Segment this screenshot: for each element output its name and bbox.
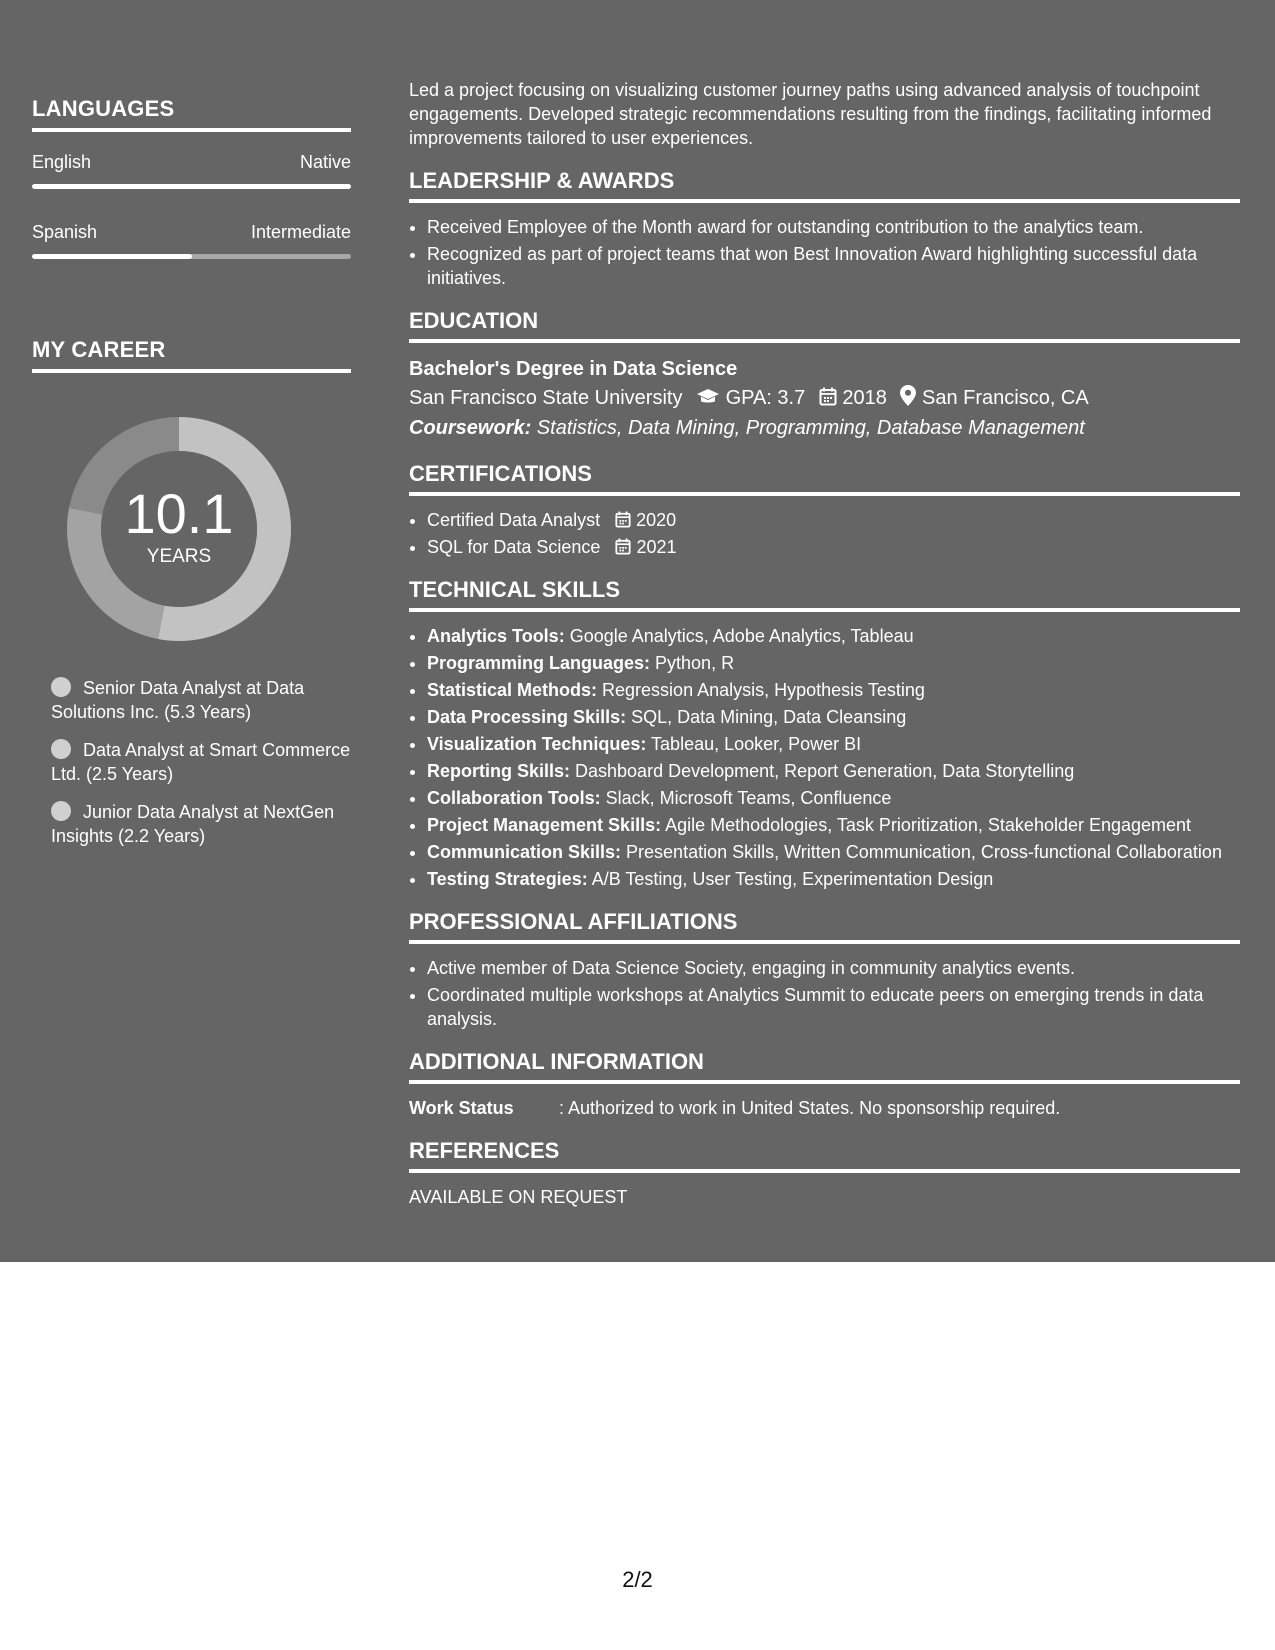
certification-item — [427, 508, 1240, 532]
career-donut-center — [66, 416, 292, 642]
location-pin-icon — [900, 387, 922, 409]
skill-label: Project Management Skills: — [427, 815, 662, 835]
career-total-unit: YEARS — [146, 546, 212, 567]
certification-name: SQL for Data Science — [427, 537, 601, 557]
skill-value: Slack, Microsoft Teams, Confluence — [600, 788, 892, 808]
skill-item — [427, 813, 1240, 837]
language-level: Native — [299, 152, 351, 172]
main-content — [409, 78, 1240, 1209]
certification-item — [427, 535, 1240, 559]
list-item: • Active member of Data Science Society, engaging in community analytics events. — [427, 956, 1240, 980]
skill-item — [427, 732, 1240, 756]
certification-year: 2021 — [636, 537, 677, 557]
skill-value: Regression Analysis, Hypothesis Testing — [597, 680, 925, 700]
skill-value: Google Analytics, Adobe Analytics, Tableau — [564, 626, 914, 646]
career-legend-item — [51, 676, 351, 724]
education-location: San Francisco, CA — [921, 387, 1089, 409]
page-number: 2/2 — [622, 1567, 653, 1592]
education-coursework — [409, 413, 1240, 443]
graduation-cap-icon — [696, 387, 726, 409]
list-item: • Coordinated multiple workshops at Analytics Summit to educate peers on emerging trends in data analysis. — [427, 983, 1240, 1031]
skills-heading: TECHNICAL SKILLS — [409, 577, 1240, 612]
language-proficiency-bar — [32, 254, 351, 259]
certifications-list — [409, 508, 1240, 559]
skill-value: Presentation Skills, Written Communication, Cross-functional Collaboration — [621, 842, 1222, 862]
skill-item — [427, 705, 1240, 729]
leadership-heading: LEADERSHIP & AWARDS — [409, 168, 1240, 203]
skill-label: Communication Skills: — [427, 842, 622, 862]
certification-name: Certified Data Analyst — [427, 510, 601, 530]
coursework-label: Coursework: — [409, 417, 532, 439]
skill-item — [427, 624, 1240, 648]
calendar-icon — [819, 387, 843, 409]
work-status-row — [409, 1096, 1240, 1120]
legend-dot-icon — [51, 801, 71, 821]
language-proficiency-bar — [32, 184, 351, 189]
skill-label: Reporting Skills: — [427, 761, 571, 781]
references-heading: REFERENCES — [409, 1138, 1240, 1173]
career-donut-chart — [66, 416, 292, 642]
education-school: San Francisco State University — [409, 387, 683, 409]
language-name: English — [32, 152, 92, 172]
education-gpa: GPA: 3.7 — [725, 387, 806, 409]
legend-dot-icon — [51, 739, 71, 759]
affiliations-heading: PROFESSIONAL AFFILIATIONS — [409, 909, 1240, 944]
education-degree: Bachelor's Degree in Data Science — [409, 358, 738, 380]
skill-item — [427, 867, 1240, 891]
skill-value: Agile Methodologies, Task Prioritization, Stakeholder Engagement — [661, 815, 1192, 835]
work-status-value: : Authorized to work in United States. No sponsorship required. — [559, 1098, 1061, 1118]
affiliations-list — [409, 956, 1240, 1031]
coursework-text: Statistics, Data Mining, Programming, Database Management — [531, 417, 1085, 439]
skill-item — [427, 651, 1240, 675]
languages-heading: LANGUAGES — [32, 96, 351, 132]
certification-year: 2020 — [636, 510, 677, 530]
career-total-years: 10.1 — [124, 482, 234, 545]
career-legend — [51, 676, 351, 862]
career-heading: MY CAREER — [32, 337, 351, 373]
additional-info-heading: ADDITIONAL INFORMATION — [409, 1049, 1240, 1084]
skills-list — [409, 624, 1240, 891]
education-heading: EDUCATION — [409, 308, 1240, 343]
language-level: Intermediate — [250, 222, 351, 242]
career-legend-item — [51, 738, 351, 786]
calendar-icon — [615, 537, 631, 557]
list-item: • Recognized as part of project teams that won Best Innovation Award highlighting successful data initiatives. — [427, 242, 1240, 290]
language-proficiency-fill — [32, 184, 351, 189]
leadership-list — [409, 215, 1240, 290]
skill-value: Dashboard Development, Report Generation, Data Storytelling — [570, 761, 1075, 781]
career-legend-text: Data Analyst at Smart Commerce Ltd. (2.5 Years) — [51, 740, 351, 784]
career-legend-text: Senior Data Analyst at Data Solutions Inc. (5.3 Years) — [51, 678, 305, 722]
skill-label: Statistical Methods: — [427, 680, 598, 700]
list-item: • Received Employee of the Month award for outstanding contribution to the analytics team. — [427, 215, 1240, 239]
skill-value: Python, R — [650, 653, 735, 673]
skill-label: Analytics Tools: — [427, 626, 565, 646]
career-legend-item — [51, 800, 351, 848]
work-status-label: Work Status — [409, 1098, 514, 1118]
references-text: AVAILABLE ON REQUEST — [409, 1187, 628, 1207]
language-proficiency-fill — [32, 254, 192, 259]
language-name: Spanish — [32, 222, 98, 242]
skill-item — [427, 840, 1240, 864]
skill-item — [427, 759, 1240, 783]
career-legend-text: Junior Data Analyst at NextGen Insights (2.2 Years) — [51, 802, 335, 846]
skill-item — [427, 678, 1240, 702]
skill-item — [427, 786, 1240, 810]
education-details — [409, 383, 1240, 413]
calendar-icon — [615, 510, 631, 530]
skill-label: Testing Strategies: — [427, 869, 588, 889]
project-description: Led a project focusing on visualizing customer journey paths using advanced analysis of touchpoint engagements. Developed strategic recommendations resulting from the findings, facilitating informed improvements tailored to user experiences. — [409, 80, 1212, 148]
skill-value: Tableau, Looker, Power BI — [646, 734, 862, 754]
skill-value: SQL, Data Mining, Data Cleansing — [626, 707, 907, 727]
certifications-heading: CERTIFICATIONS — [409, 461, 1240, 496]
skill-value: A/B Testing, User Testing, Experimentation Design — [587, 869, 994, 889]
skill-label: Visualization Techniques: — [427, 734, 647, 754]
legend-dot-icon — [51, 677, 71, 697]
skill-label: Data Processing Skills: — [427, 707, 627, 727]
education-year: 2018 — [842, 387, 887, 409]
skill-label: Programming Languages: — [427, 653, 651, 673]
skill-label: Collaboration Tools: — [427, 788, 601, 808]
